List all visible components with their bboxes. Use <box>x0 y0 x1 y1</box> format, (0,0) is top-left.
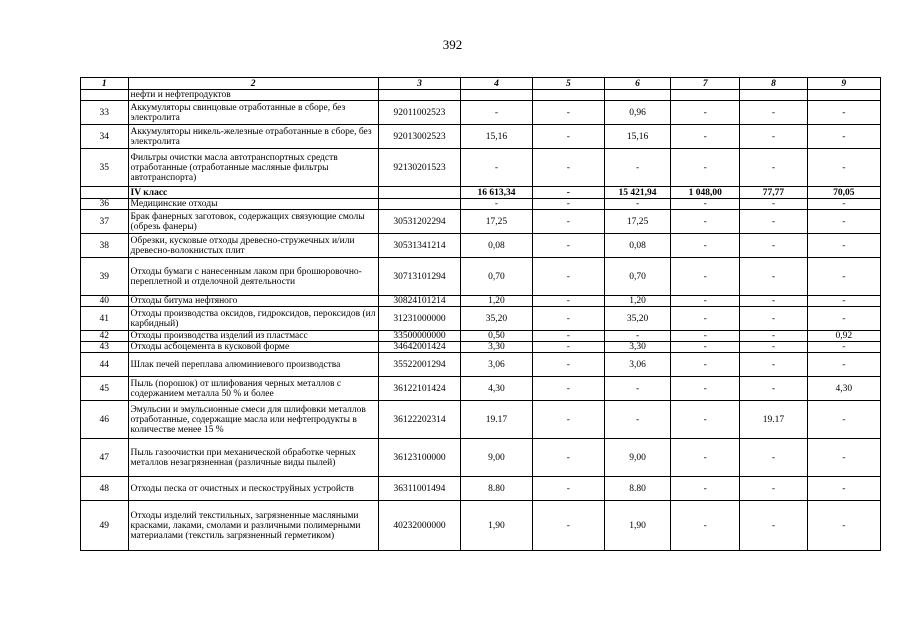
col7-value: - <box>671 342 740 353</box>
column-header-6: 6 <box>604 78 670 90</box>
row-number: 34 <box>81 125 129 149</box>
row-number: 45 <box>81 377 129 401</box>
col8-value: - <box>740 307 807 331</box>
table-row <box>81 401 881 439</box>
col8-value: 77,77 <box>740 187 807 199</box>
col4-value: 0,08 <box>461 234 532 258</box>
waste-name: Отходы битума нефтяного <box>128 296 378 307</box>
row-number: 49 <box>81 501 129 551</box>
row-number <box>81 90 129 101</box>
col5-value: - <box>532 258 604 296</box>
col4-value: 0,50 <box>461 331 532 342</box>
waste-code: 30713101294 <box>378 258 461 296</box>
col8-value: - <box>740 210 807 234</box>
col8-value <box>740 90 807 101</box>
col9-value: - <box>807 501 880 551</box>
waste-code: 31231000000 <box>378 307 461 331</box>
col9-value: - <box>807 307 880 331</box>
col8-value: - <box>740 199 807 210</box>
col7-value: - <box>671 353 740 377</box>
col5-value: - <box>532 149 604 187</box>
column-header-3: 3 <box>378 78 461 90</box>
table-row <box>81 331 881 342</box>
col8-value: - <box>740 101 807 125</box>
waste-name: Пыль (порошок) от шлифования черных металлов с содержанием металла 50 % и более <box>128 377 378 401</box>
waste-code: 35522001294 <box>378 353 461 377</box>
col8-value: - <box>740 258 807 296</box>
table-row <box>81 199 881 210</box>
col5-value: - <box>532 296 604 307</box>
column-header-8: 8 <box>740 78 807 90</box>
column-header-2: 2 <box>128 78 378 90</box>
waste-name: Отходы производства оксидов, гидроксидов, пероксидов (ил карбидный) <box>128 307 378 331</box>
col9-value: 70,05 <box>807 187 880 199</box>
waste-name: Отходы изделий текстильных, загрязненные масляными красками, лаками, смолами и различными полимерными материалами (текстиль загрязненный герметиком) <box>128 501 378 551</box>
row-number: 41 <box>81 307 129 331</box>
col5-value <box>532 90 604 101</box>
waste-code <box>378 187 461 199</box>
col7-value: - <box>671 501 740 551</box>
col4-value: - <box>461 101 532 125</box>
col9-value: - <box>807 342 880 353</box>
col5-value: - <box>532 501 604 551</box>
waste-code <box>378 90 461 101</box>
col6-value: 9,00 <box>604 439 670 477</box>
header-row <box>81 78 881 90</box>
waste-code: 92011002523 <box>378 101 461 125</box>
row-number: 39 <box>81 258 129 296</box>
col4-value: 19.17 <box>461 401 532 439</box>
waste-name: Отходы асбоцемента в кусковой форме <box>128 342 378 353</box>
table-row <box>81 342 881 353</box>
col7-value: - <box>671 149 740 187</box>
table-row <box>81 90 881 101</box>
row-number: 38 <box>81 234 129 258</box>
col9-value: - <box>807 125 880 149</box>
col5-value: - <box>532 439 604 477</box>
table-row <box>81 296 881 307</box>
waste-code: 30531202294 <box>378 210 461 234</box>
row-number: 40 <box>81 296 129 307</box>
col7-value: - <box>671 331 740 342</box>
row-number: 42 <box>81 331 129 342</box>
col6-value: - <box>604 401 670 439</box>
waste-code <box>378 199 461 210</box>
waste-code: 30824101214 <box>378 296 461 307</box>
col4-value: 0,70 <box>461 258 532 296</box>
waste-code: 36123100000 <box>378 439 461 477</box>
waste-name: Аккумуляторы никель-железные отработанные в сборе, без электролита <box>128 125 378 149</box>
col4-value: 35,20 <box>461 307 532 331</box>
col5-value: - <box>532 377 604 401</box>
col8-value: - <box>740 234 807 258</box>
col8-value: - <box>740 331 807 342</box>
waste-name: Аккумуляторы свинцовые отработанные в сборе, без электролита <box>128 101 378 125</box>
waste-code: 40232000000 <box>378 501 461 551</box>
col6-value: 17,25 <box>604 210 670 234</box>
table-row <box>81 501 881 551</box>
col8-value: - <box>740 149 807 187</box>
page-number: 392 <box>442 37 463 52</box>
col4-value: 3,30 <box>461 342 532 353</box>
row-number <box>81 187 129 199</box>
col6-value: 3,06 <box>604 353 670 377</box>
col7-value: - <box>671 296 740 307</box>
col6-value: 1,20 <box>604 296 670 307</box>
col4-value: - <box>461 199 532 210</box>
col6-value: 8.80 <box>604 477 670 501</box>
table-row <box>81 307 881 331</box>
col4-value: 8.80 <box>461 477 532 501</box>
col8-value: - <box>740 477 807 501</box>
class-total-row <box>81 187 881 199</box>
col7-value: - <box>671 439 740 477</box>
waste-code: 34642001424 <box>378 342 461 353</box>
waste-name: IV класс <box>128 187 378 199</box>
col6-value: 1,90 <box>604 501 670 551</box>
column-header-9: 9 <box>807 78 880 90</box>
col5-value: - <box>532 199 604 210</box>
col5-value: - <box>532 307 604 331</box>
waste-name: Отходы бумаги с нанесенным лаком при брошюровочно-переплетной и отделочной деятельности <box>128 258 378 296</box>
waste-code: 36311001494 <box>378 477 461 501</box>
col4-value: 1,90 <box>461 501 532 551</box>
col4-value: 1,20 <box>461 296 532 307</box>
col5-value: - <box>532 187 604 199</box>
col6-value: 0,08 <box>604 234 670 258</box>
col6-value: 0,96 <box>604 101 670 125</box>
waste-name: Отходы производства изделий из пластмасс <box>128 331 378 342</box>
row-number: 33 <box>81 101 129 125</box>
waste-name: Пыль газоочистки при механической обработке черных металлов незагрязненная (различные виды пылей) <box>128 439 378 477</box>
table-row <box>81 377 881 401</box>
row-number: 36 <box>81 199 129 210</box>
table-body <box>81 90 881 551</box>
table-header <box>81 78 881 90</box>
col7-value: - <box>671 307 740 331</box>
col5-value: - <box>532 234 604 258</box>
col5-value: - <box>532 353 604 377</box>
table-row <box>81 258 881 296</box>
col8-value: - <box>740 501 807 551</box>
waste-name: Эмульсии и эмульсионные смеси для шлифовки металлов отработанные, содержащие масла или нефтепродукты в количестве менее 15 % <box>128 401 378 439</box>
waste-code: 92013002523 <box>378 125 461 149</box>
row-number: 47 <box>81 439 129 477</box>
col7-value: 1 048,00 <box>671 187 740 199</box>
col9-value: - <box>807 296 880 307</box>
row-number: 37 <box>81 210 129 234</box>
col7-value: - <box>671 258 740 296</box>
table-row <box>81 125 881 149</box>
waste-code: 36122202314 <box>378 401 461 439</box>
col7-value: - <box>671 401 740 439</box>
col9-value: - <box>807 101 880 125</box>
col7-value: - <box>671 125 740 149</box>
col9-value <box>807 90 880 101</box>
waste-code: 92130201523 <box>378 149 461 187</box>
col9-value: 0,92 <box>807 331 880 342</box>
col4-value: 4,30 <box>461 377 532 401</box>
waste-code: 33500000000 <box>378 331 461 342</box>
col4-value <box>461 90 532 101</box>
table-row <box>81 149 881 187</box>
column-header-5: 5 <box>532 78 604 90</box>
col8-value: - <box>740 296 807 307</box>
column-header-1: 1 <box>81 78 129 90</box>
col5-value: - <box>532 477 604 501</box>
row-number: 35 <box>81 149 129 187</box>
table-row <box>81 353 881 377</box>
waste-name: Отходы песка от очистных и пескоструйных устройств <box>128 477 378 501</box>
table-row <box>81 101 881 125</box>
column-header-7: 7 <box>671 78 740 90</box>
col9-value: - <box>807 258 880 296</box>
row-number: 44 <box>81 353 129 377</box>
waste-name: Шлак печей переплава алюминиевого производства <box>128 353 378 377</box>
table-row <box>81 210 881 234</box>
col9-value: - <box>807 210 880 234</box>
table-row <box>81 439 881 477</box>
col4-value: 15,16 <box>461 125 532 149</box>
col6-value: - <box>604 199 670 210</box>
col5-value: - <box>532 331 604 342</box>
col9-value: - <box>807 234 880 258</box>
col7-value: - <box>671 101 740 125</box>
col7-value: - <box>671 377 740 401</box>
row-number: 48 <box>81 477 129 501</box>
waste-code: 30531341214 <box>378 234 461 258</box>
col9-value: 4,30 <box>807 377 880 401</box>
col5-value: - <box>532 401 604 439</box>
col7-value: - <box>671 477 740 501</box>
col8-value: - <box>740 439 807 477</box>
col4-value: 16 613,34 <box>461 187 532 199</box>
col6-value: 3,30 <box>604 342 670 353</box>
col6-value: - <box>604 149 670 187</box>
col7-value: - <box>671 199 740 210</box>
waste-name: Брак фанерных заготовок, содержащих связующие смолы (обрезь фанеры) <box>128 210 378 234</box>
col4-value: 17,25 <box>461 210 532 234</box>
col6-value: 35,20 <box>604 307 670 331</box>
col8-value: - <box>740 377 807 401</box>
col9-value: - <box>807 149 880 187</box>
col5-value: - <box>532 101 604 125</box>
col6-value: - <box>604 331 670 342</box>
table-row <box>81 477 881 501</box>
col9-value: - <box>807 477 880 501</box>
col7-value: - <box>671 234 740 258</box>
col9-value: - <box>807 401 880 439</box>
col8-value: - <box>740 125 807 149</box>
waste-name: Медицинские отходы <box>128 199 378 210</box>
col9-value: - <box>807 353 880 377</box>
waste-name: нефти и нефтепродуктов <box>128 90 378 101</box>
col6-value: 15 421,94 <box>604 187 670 199</box>
waste-name: Фильтры очистки масла автотранспортных средств отработанные (отработанные масляные фильтры автотранспорта) <box>128 149 378 187</box>
col6-value: - <box>604 377 670 401</box>
col5-value: - <box>532 210 604 234</box>
col9-value: - <box>807 439 880 477</box>
col4-value: - <box>461 149 532 187</box>
col8-value: 19.17 <box>740 401 807 439</box>
col7-value: - <box>671 210 740 234</box>
row-number: 43 <box>81 342 129 353</box>
col8-value: - <box>740 342 807 353</box>
waste-name: Обрезки, кусковые отходы древесно-стружечных и/или древесно-волокнистых плит <box>128 234 378 258</box>
col8-value: - <box>740 353 807 377</box>
col4-value: 3,06 <box>461 353 532 377</box>
waste-table <box>80 77 881 551</box>
col7-value <box>671 90 740 101</box>
waste-code: 36122101424 <box>378 377 461 401</box>
col6-value <box>604 90 670 101</box>
col9-value: - <box>807 199 880 210</box>
table-row <box>81 234 881 258</box>
col6-value: 15,16 <box>604 125 670 149</box>
row-number: 46 <box>81 401 129 439</box>
col5-value: - <box>532 125 604 149</box>
column-header-4: 4 <box>461 78 532 90</box>
col6-value: 0,70 <box>604 258 670 296</box>
col4-value: 9,00 <box>461 439 532 477</box>
col5-value: - <box>532 342 604 353</box>
